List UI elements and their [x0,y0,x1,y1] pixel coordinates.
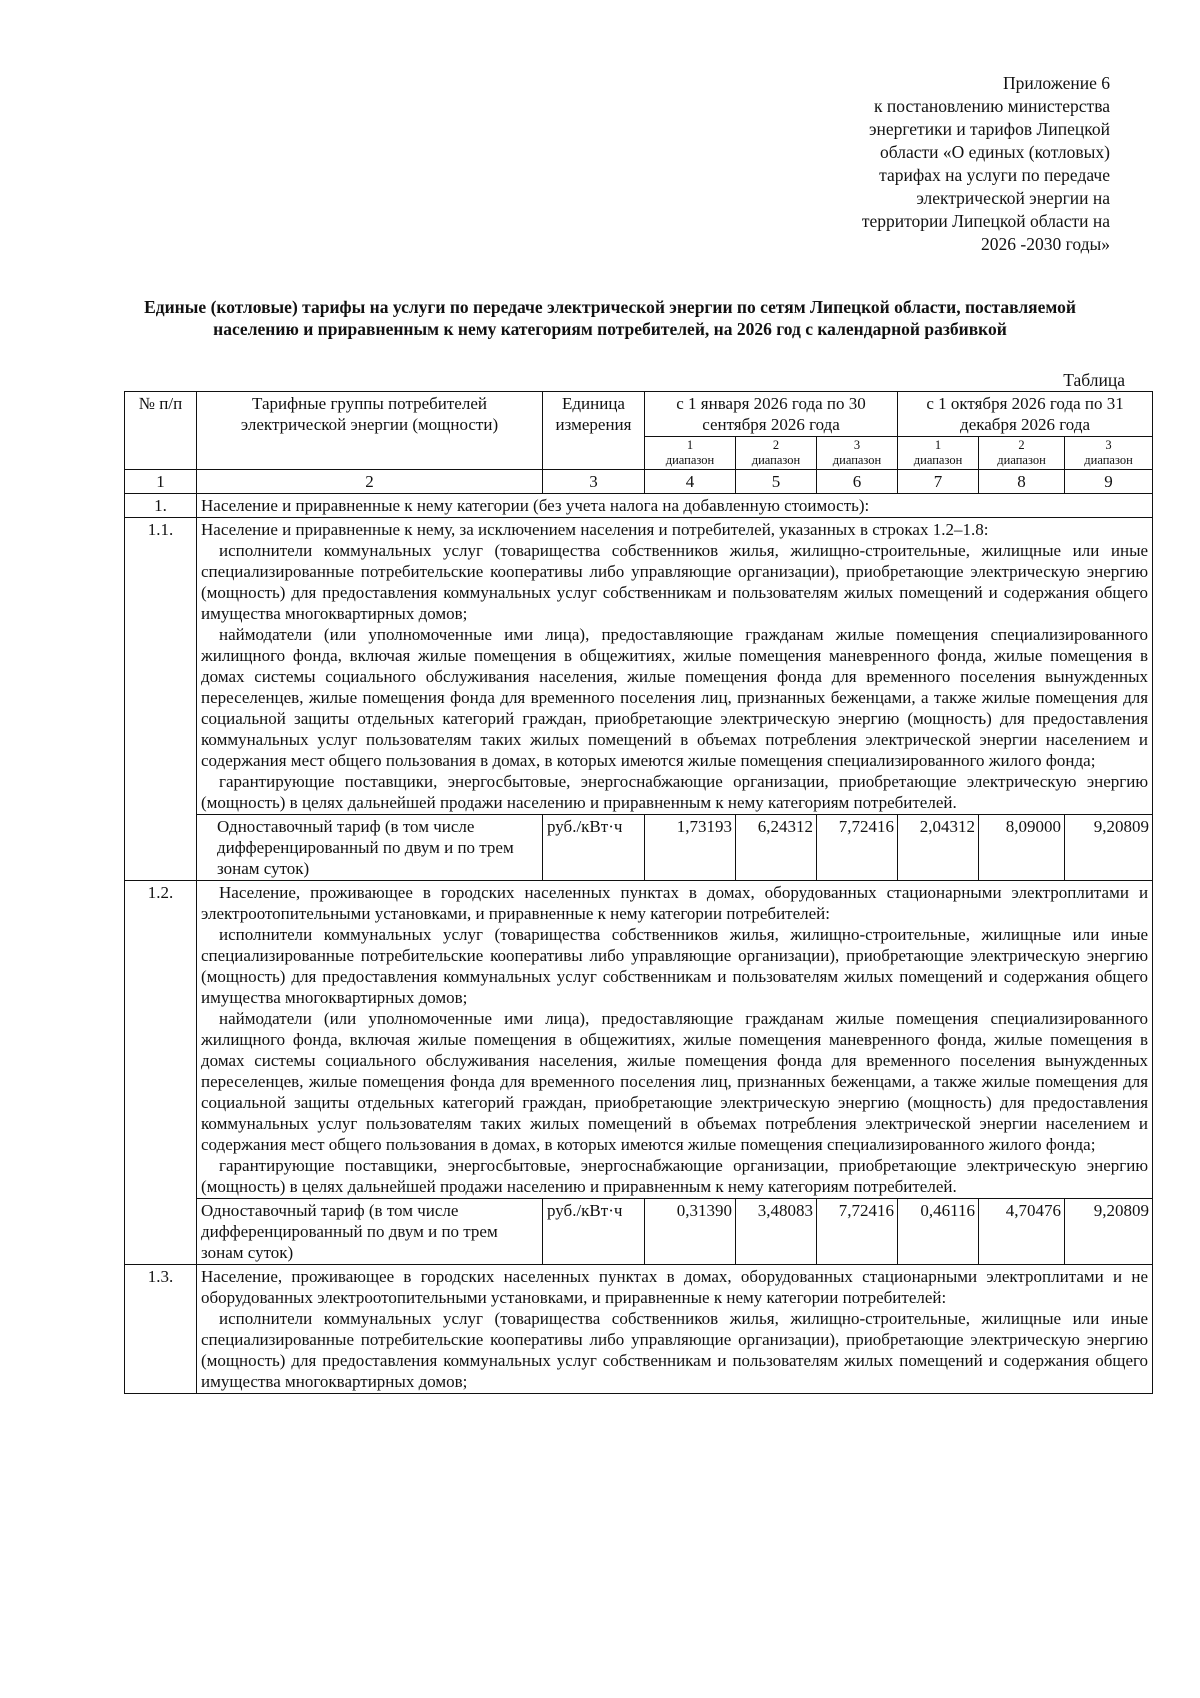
col-number: 2 [197,470,543,494]
col-number: 9 [1065,470,1153,494]
header-unit: Единица измерения [543,392,645,470]
category-paragraph: исполнители коммунальных услуг (товарищества собственников жилья, жилищно-строительные, жилищные или иные специализированные потребительские кооперативы либо управляющие организации), приобретающие электрическую энергию (мощность) для предоставления коммунальных услуг собственникам и пользователям жилых помещений и содержания общего имущества многоквартирных домов; [201,1309,1149,1391]
category-row-1-1 [125,518,1153,815]
tariff-table [124,391,1153,1394]
appendix-block [820,72,1110,256]
row-num: 1.1. [125,518,197,881]
appendix-line: Приложение 6 [1002,73,1110,93]
tariff-value: 1,73193 [645,815,736,881]
header-row [125,392,1153,437]
appendix-line: 2026 -2030 годы» [981,234,1110,254]
category-paragraph: наймодатели (или уполномоченные ими лица), предоставляющие гражданам жилые помещения специализированного жилищного фонда, включая жилые помещения в общежитиях, жилые помещения маневренного фонда, жилые помещения в домах системы социального обслуживания населения, жилые помещения фонда для временного поселения вынужденных переселенцев, жилые помещения фонда для временного поселения лиц, признанных беженцами, а также жилые помещения для социальной защиты отдельных категорий граждан, приобретающие электрическую энергию (мощность) для предоставления коммунальных услуг пользователям таких жилых помещений в объемах потребления электрической энергии населением и содержания мест общего пользования в домах, в которых имеются жилые помещения специализированного жилого фонда; [201,1009,1149,1154]
tariff-value: 7,72416 [817,815,898,881]
tariff-label: Одноставочный тариф (в том числе дифференцированный по двум и по трем зонам суток) [197,815,543,881]
header-period-2: с 1 октября 2026 года по 31 декабря 2026 года [898,392,1153,437]
category-paragraph: наймодатели (или уполномоченные ими лица), предоставляющие гражданам жилые помещения специализированного жилищного фонда, включая жилые помещения в общежитиях, жилые помещения маневренного фонда, жилые помещения в домах системы социального обслуживания населения, жилые помещения фонда для временного поселения вынужденных переселенцев, жилые помещения фонда для временного поселения лиц, признанных беженцами, а также жилые помещения для социальной защиты отдельных категорий граждан, приобретающие электрическую энергию (мощность) для предоставления коммунальных услуг пользователям таких жилых помещений в объемах потребления электрической энергии населением и содержания мест общего пользования в домах, в которых имеются жилые помещения специализированного жилого фонда; [201,625,1149,770]
header-group: Тарифные группы потребителей электрической энергии (мощности) [197,392,543,470]
tariff-value: 2,04312 [898,815,979,881]
category-row-1-3 [125,1265,1153,1394]
tariff-label: Одноставочный тариф (в том числе дифференцированный по двум и по трем зонам суток) [197,1199,543,1265]
appendix-line: энергетики и тарифов Липецкой [868,119,1110,139]
category-description [197,881,1153,1199]
col-number: 8 [979,470,1065,494]
appendix-line: территории Липецкой области на [861,211,1110,231]
section-row [125,494,1153,518]
category-paragraph: исполнители коммунальных услуг (товарищества собственников жилья, жилищно-строительные, жилищные или иные специализированные потребительские кооперативы либо управляющие организации), приобретающие электрическую энергию (мощность) для предоставления коммунальных услуг собственникам и пользователям жилых помещений и содержания общего имущества многоквартирных домов; [201,925,1149,1007]
tariff-value: 0,31390 [645,1199,736,1265]
col-number: 1 [125,470,197,494]
header-period-1: с 1 января 2026 года по 30 сентября 2026 года [645,392,898,437]
tariff-value: 6,24312 [736,815,817,881]
appendix-line: тарифах на услуги по передаче [879,165,1110,185]
tariff-value: 0,46116 [898,1199,979,1265]
category-paragraph: исполнители коммунальных услуг (товарищества собственников жилья, жилищно-строительные, жилищные или иные специализированные потребительские кооперативы либо управляющие организации), приобретающие электрическую энергию (мощность) для предоставления коммунальных услуг собственникам и пользователям жилых помещений и содержания общего имущества многоквартирных домов; [201,541,1149,623]
tariff-row-1-2 [125,1199,1153,1265]
category-intro: Население, проживающее в городских населенных пунктах в домах, оборудованных стационарными электроплитами и электроотопительными установками, и приравненные к нему категории потребителей: [201,883,1149,923]
range-cell: 3 диапазон [1065,437,1153,470]
category-intro: Население и приравненные к нему, за исключением населения и потребителей, указанных в строках 1.2–1.8: [201,520,989,539]
range-cell: 2 диапазон [736,437,817,470]
section-text: Население и приравненные к нему категории (без учета налога на добавленную стоимость): [197,494,1153,518]
tariff-value: 4,70476 [979,1199,1065,1265]
category-paragraph: гарантирующие поставщики, энергосбытовые, энергоснабжающие организации, приобретающие электрическую энергию (мощность) в целях дальнейшей продажи населению и приравненным к нему категориям потребителей. [201,1156,1149,1196]
category-paragraph: гарантирующие поставщики, энергосбытовые, энергоснабжающие организации, приобретающие электрическую энергию (мощность) в целях дальнейшей продажи населению и приравненным к нему категориям потребителей. [201,772,1149,812]
appendix-line: области «О единых (котловых) [880,142,1110,162]
table-caption: Таблица [1063,370,1125,390]
row-num: 1.3. [125,1265,197,1394]
range-cell: 1 диапазон [645,437,736,470]
document-title: Единые (котловые) тарифы на услуги по передаче электрической энергии по сетям Липецкой области, поставляемой населению и приравненным к нему категориям потребителей, на 2026 год с календарной разбивкой [144,297,1076,339]
range-cell: 3 диапазон [817,437,898,470]
tariff-value: 9,20809 [1065,1199,1153,1265]
col-number: 6 [817,470,898,494]
category-row-1-2 [125,881,1153,1199]
category-description [197,518,1153,815]
col-number: 4 [645,470,736,494]
range-cell: 1 диапазон [898,437,979,470]
appendix-line: к постановлению министерства [874,96,1110,116]
row-num: 1.2. [125,881,197,1265]
column-number-row [125,470,1153,494]
tariff-value: 9,20809 [1065,815,1153,881]
range-cell: 2 диапазон [979,437,1065,470]
header-num: № п/п [125,392,197,470]
category-description [197,1265,1153,1394]
section-num: 1. [125,494,197,518]
category-intro: Население, проживающее в городских населенных пунктах в домах, оборудованных стационарными электроплитами и не оборудованных электроотопительными установками, и приравненные к нему категории потребителей: [201,1267,1149,1307]
col-number: 7 [898,470,979,494]
tariff-unit: руб./кВт·ч [543,815,645,881]
tariff-row-1-1 [125,815,1153,881]
tariff-value: 8,09000 [979,815,1065,881]
tariff-unit: руб./кВт·ч [543,1199,645,1265]
tariff-value: 7,72416 [817,1199,898,1265]
col-number: 3 [543,470,645,494]
appendix-line: электрической энергии на [916,188,1110,208]
col-number: 5 [736,470,817,494]
tariff-value: 3,48083 [736,1199,817,1265]
